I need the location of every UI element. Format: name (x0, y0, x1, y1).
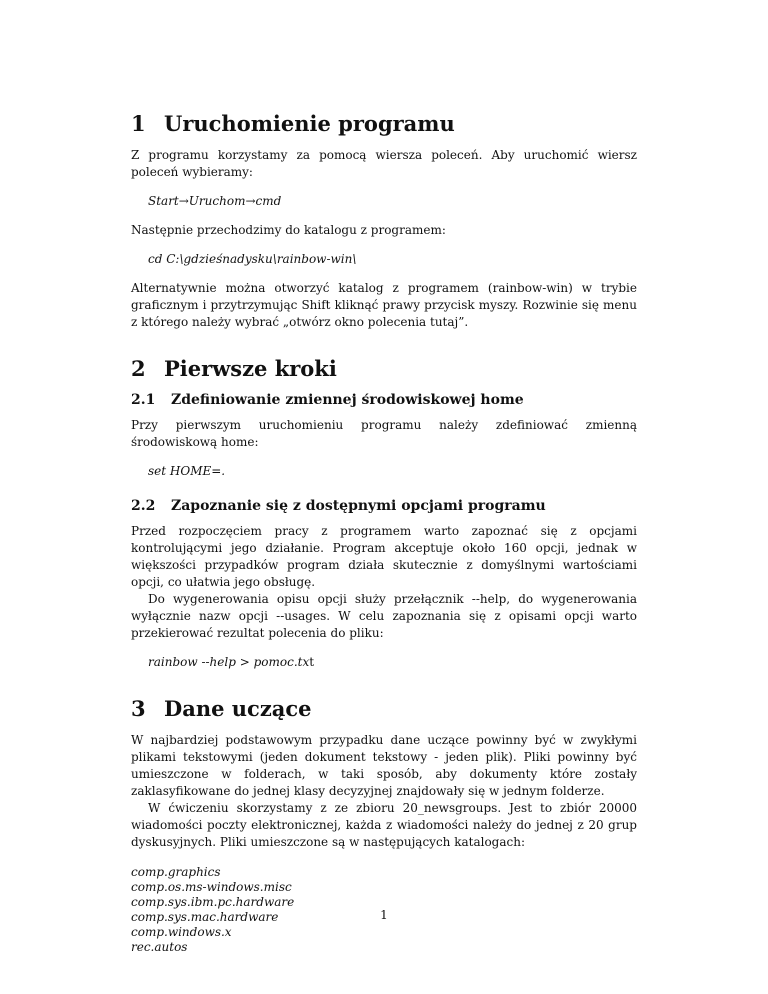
subsection-heading (131, 392, 637, 409)
command-line (148, 654, 637, 671)
subsection-number: 2.1 (131, 392, 156, 409)
subsection-2-2 (131, 498, 637, 671)
paragraph: Przed rozpoczęciem pracy z programem warto zapoznać się z opcjami kontrolującymi jego działanie. Program akceptuje około 160 opcji, jednak w większości przypadków program działa skutecznie z domyślnymi wartościami opcji, co ułatwia jego obsługę. (131, 523, 637, 589)
section-title: Dane uczące (164, 695, 312, 721)
page-number: 1 (380, 908, 388, 922)
section-2 (131, 357, 637, 671)
command-line: set HOME=. (148, 463, 226, 478)
directory-item: comp.sys.ibm.pc.hardware (131, 894, 295, 909)
paragraph: Następnie przechodzimy do katalogu z programem: (131, 223, 446, 238)
section-title: Pierwsze kroki (164, 356, 337, 382)
subsection-title: Zapoznanie się z dostępnymi opcjami programu (171, 497, 546, 514)
section-1 (131, 112, 637, 331)
subsection-number: 2.2 (131, 497, 156, 514)
paragraph: W najbardziej podstawowym przypadku dane uczące powinny być w zwykłymi plikami tekstowymi (jeden dokument tekstowy - jeden plik). Pliki powinny być umieszczone w folderach, w taki sposób, aby dokumenty które zostały zaklasyfikowane do jednej klasy decyzyjnej znajdowały się w jednym folderze. (131, 732, 637, 798)
subsection-heading (131, 498, 637, 515)
paragraph: Do wygenerowania opisu opcji służy przełącznik --help, do wygenerowania wyłącznie nazw opcji --usages. W celu zapoznania się z opisami opcji warto przekierować rezultat polecenia do pliku: (131, 591, 637, 640)
directory-item: comp.sys.mac.hardware (131, 909, 279, 924)
directory-item: comp.os.ms-windows.misc (131, 879, 292, 894)
section-heading (131, 112, 637, 135)
section-number: 2 (131, 356, 146, 382)
section-heading (131, 697, 637, 720)
section-title: Uruchomienie programu (164, 111, 455, 136)
command-line: cd C:\gdzieśnadysku\rainbow-win\ (148, 252, 357, 267)
command-line: Start→Uruchom→cmd (148, 194, 282, 209)
directory-item: comp.graphics (131, 864, 221, 879)
directory-item: rec.autos (131, 939, 188, 954)
directory-item: comp.windows.x (131, 924, 232, 939)
command-text: rainbow --help > pomoc.tx (148, 654, 310, 669)
subsection-title: Zdefiniowanie zmiennej środowiskowej home (171, 392, 524, 409)
paragraph: Alternatywnie można otworzyć katalog z programem (rainbow-win) w trybie graficznym i przytrzymując Shift kliknąć prawy przycisk myszy. Rozwinie się menu z którego należy wybrać „otwórz okno polecenia tutaj”. (131, 281, 637, 330)
command-text-tail: t (309, 654, 315, 669)
paragraph: W ćwiczeniu skorzystamy z ze zbioru 20_newsgroups. Jest to zbiór 20000 wiadomości poczty elektronicznej, każda z wiadomości należy do jednej z 20 grup dyskusyjnych. Pliki umieszczone są w następujących katalogach: (131, 800, 637, 849)
section-number: 3 (131, 695, 146, 721)
subsection-2-1 (131, 392, 637, 480)
paragraph: Z programu korzystamy za pomocą wiersza poleceń. Aby uruchomić wiersz poleceń wybieramy: (131, 148, 637, 180)
section-number: 1 (131, 111, 146, 136)
paragraph: Przy pierwszym uruchomieniu programu należy zdefiniować zmienną środowiskową home: (131, 417, 637, 449)
section-heading (131, 357, 637, 380)
document-page (131, 112, 637, 955)
